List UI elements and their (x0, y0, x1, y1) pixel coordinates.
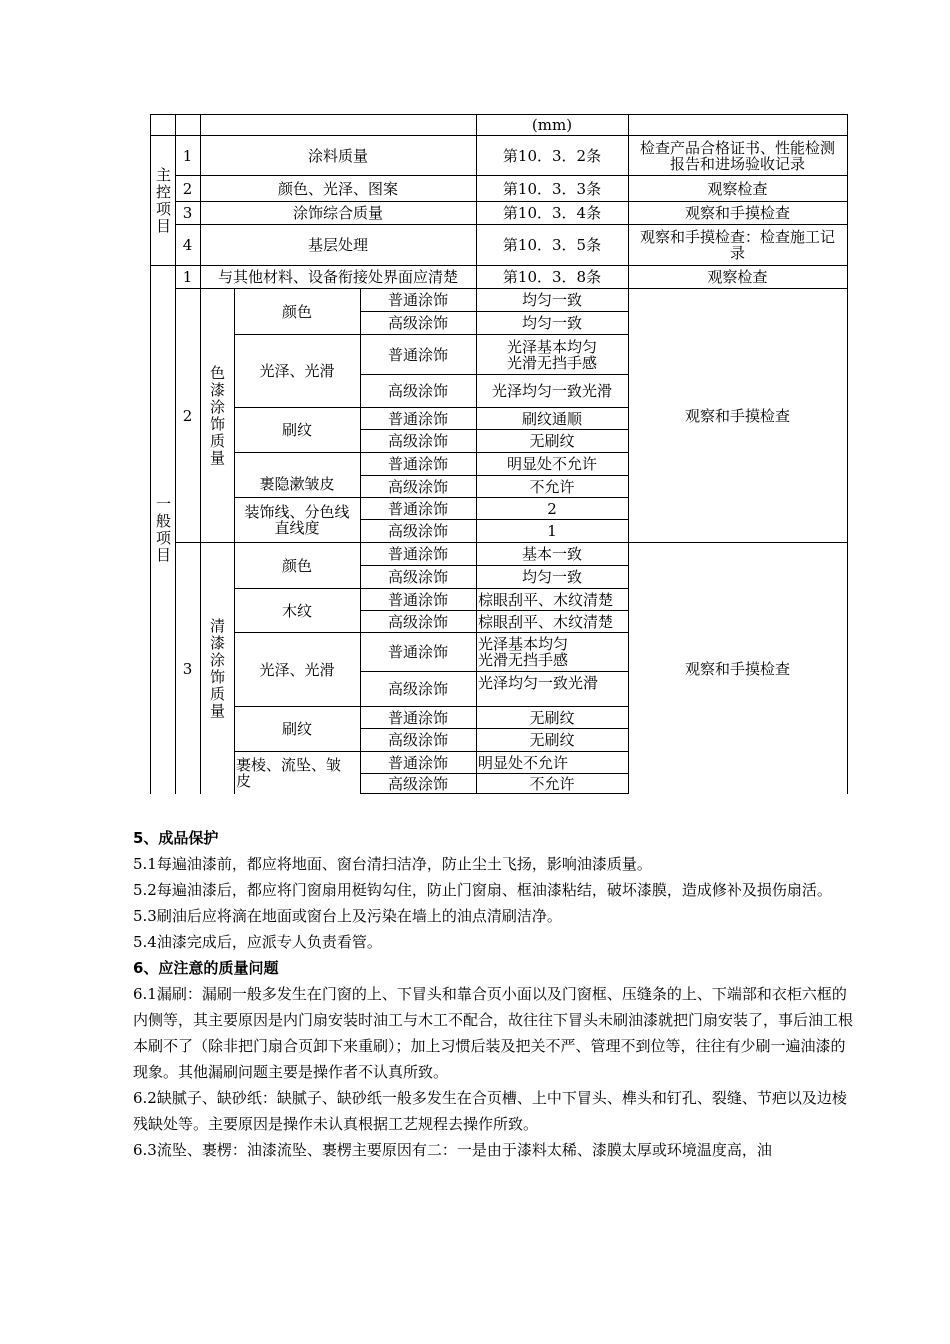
clear-item-level: 高级涂饰 (387, 775, 448, 793)
clear-item-level: 高级涂饰 (387, 680, 448, 698)
body-text (133, 825, 859, 1163)
clear-paint-method: 观察和手摸检查 (684, 659, 790, 678)
color-item-req: 1 (547, 522, 557, 540)
clear-paint-no: 3 (182, 659, 193, 678)
color-paint-no: 2 (182, 406, 193, 425)
unit-header: (mm) (531, 116, 573, 134)
clear-item-req: 明显处不允许 (478, 753, 569, 772)
main-row-method: 观察检查 (707, 179, 768, 198)
main-group-label: 主控项目 (154, 166, 172, 235)
general-row-clause: 第10．3．8条 (502, 268, 602, 286)
color-item-level: 普通涂饰 (387, 455, 448, 473)
clear-item-req: 基本一致 (521, 545, 582, 563)
main-row-no: 4 (182, 236, 193, 254)
clear-item-level: 普通涂饰 (387, 643, 448, 661)
color-item-name: 刷纹 (281, 421, 312, 439)
color-item-level: 高级涂饰 (387, 477, 448, 496)
color-item-level: 高级涂饰 (387, 314, 448, 332)
main-row-method: 检查产品合格证书、性能检测 报告和进场验收记录 (639, 138, 835, 173)
color-item-req: 无刷纹 (529, 432, 575, 450)
color-item-level: 高级涂饰 (387, 432, 448, 450)
color-paint-title: 色漆涂饰质量 (208, 364, 226, 467)
clear-item-name: 裹棱、流坠、皱 皮 (236, 756, 342, 790)
color-item-req: 明显处不允许 (506, 455, 597, 473)
paragraph: 6.2缺腻子、缺砂纸：缺腻子、缺砂纸一般多发生在合页槽、上中下冒头、榫头和钉孔、裂缝、节疤以及边棱残缺处等。主要原因是操作未认真根据工艺规程去操作所致。 (133, 1089, 847, 1133)
clear-item-name: 光泽、光滑 (259, 660, 335, 679)
main-row-clause: 第10．3．2条 (502, 146, 602, 165)
color-item-req: 光泽基本均匀 光滑无挡手感 (506, 337, 597, 372)
color-item-level: 普通涂饰 (387, 409, 448, 428)
clear-item-req: 均匀一致 (521, 568, 582, 586)
main-row-item: 基层处理 (307, 236, 368, 254)
clear-item-level: 普通涂饰 (387, 753, 448, 772)
color-item-name: 光泽、光滑 (259, 362, 335, 380)
main-row-no: 1 (182, 146, 193, 165)
clear-item-level: 高级涂饰 (387, 568, 448, 586)
main-row-method: 观察和手摸检查 (684, 204, 790, 222)
clear-item-name: 刷纹 (281, 720, 312, 738)
main-row-no: 3 (182, 204, 193, 222)
clear-item-req: 无刷纹 (529, 731, 575, 749)
general-group-label: 一般项目 (154, 496, 172, 564)
paragraph: 6.3流坠、裹楞：油漆流坠、裹楞主要原因有二：一是由于漆料太稀、漆膜太厚或环境温度高，油 (133, 1141, 772, 1159)
color-item-level: 普通涂饰 (387, 499, 448, 518)
paragraph: 5.1每遍油漆前，都应将地面、窗台清扫洁净，防止尘土飞扬，影响油漆质量。 (133, 855, 652, 873)
main-row-item: 颜色、光泽、图案 (277, 179, 398, 198)
general-row-no: 1 (182, 268, 193, 286)
clear-item-req: 棕眼刮平、木纹清楚 (478, 612, 614, 631)
clear-item-level: 高级涂饰 (387, 731, 448, 749)
color-item-name: 装饰线、分色线 直线度 (244, 503, 350, 537)
section-heading: 6、应注意的质量问题 (133, 959, 279, 977)
main-row-clause: 第10．3．5条 (502, 236, 602, 254)
clear-item-req: 棕眼刮平、木纹清楚 (478, 590, 614, 609)
color-item-level: 普通涂饰 (387, 345, 448, 364)
clear-item-level: 高级涂饰 (387, 612, 448, 631)
color-item-level: 普通涂饰 (387, 291, 448, 309)
main-row-method: 观察和手摸检查：检查施工记 录 (639, 228, 835, 262)
paragraph: 5.3刷油后应将滴在地面或窗台上及污染在墙上的油点清刷洁净。 (133, 907, 562, 925)
color-item-req: 均匀一致 (521, 314, 582, 332)
color-item-level: 高级涂饰 (387, 522, 448, 540)
clear-item-name: 木纹 (281, 601, 312, 620)
clear-paint-title: 清漆涂饰质量 (208, 617, 226, 720)
clear-item-req: 不允许 (529, 775, 575, 793)
clear-item-level: 普通涂饰 (387, 590, 448, 609)
clear-item-name: 颜色 (281, 556, 312, 575)
general-row-method: 观察检查 (707, 268, 768, 286)
color-item-req: 光泽均匀一致光滑 (491, 382, 612, 400)
color-item-req: 2 (547, 499, 557, 518)
paragraph: 5.2每遍油漆后，都应将门窗扇用梃钩勾住，防止门窗扇、框油漆粘结，破坏漆膜，造成修补及损伤扇活。 (133, 881, 832, 899)
color-paint-method: 观察和手摸检查 (684, 406, 790, 425)
clear-item-req: 无刷纹 (529, 708, 575, 727)
color-item-req: 不允许 (529, 477, 575, 496)
paragraph: 5.4油漆完成后，应派专人负责看管。 (133, 933, 382, 951)
general-row-item: 与其他材料、设备衔接处界面应清楚 (217, 268, 458, 286)
clear-item-level: 普通涂饰 (387, 708, 448, 727)
paragraph: 6.1漏刷：漏刷一般多发生在门窗的上、下冒头和靠合页小面以及门窗框、压缝条的上、下端部和衣柜六框的内侧等，其主要原因是内门扇安装时油工与木工不配合，故往往下冒头未刷油漆就把门扇安装了，事后油工根本刷不了（除非把门扇合页卸下来重刷）；加上习惯后装及把关不严、管理不到位等，往往有少刷一遍油漆的现象。其他漏刷问题主要是操作者不认真所致。 (133, 985, 854, 1081)
color-item-req: 均匀一致 (521, 291, 582, 309)
clear-item-req: 光泽基本均匀 光滑无挡手感 (478, 635, 569, 669)
color-item-name: 裹隐漱皱皮 (259, 475, 335, 493)
clear-item-level: 普通涂饰 (387, 545, 448, 563)
color-item-name: 颜色 (281, 302, 312, 321)
main-row-clause: 第10．3．4条 (502, 204, 602, 222)
color-item-req: 刷纹通顺 (521, 409, 582, 428)
main-row-item: 涂料质量 (307, 146, 368, 165)
main-row-no: 2 (182, 179, 193, 198)
main-row-item: 涂饰综合质量 (292, 204, 383, 222)
section-heading: 5、成品保护 (133, 829, 219, 847)
main-row-clause: 第10．3．3条 (502, 179, 602, 198)
color-item-level: 高级涂饰 (387, 382, 448, 400)
quality-table (150, 114, 848, 794)
clear-item-req: 光泽均匀一致光滑 (478, 674, 599, 692)
